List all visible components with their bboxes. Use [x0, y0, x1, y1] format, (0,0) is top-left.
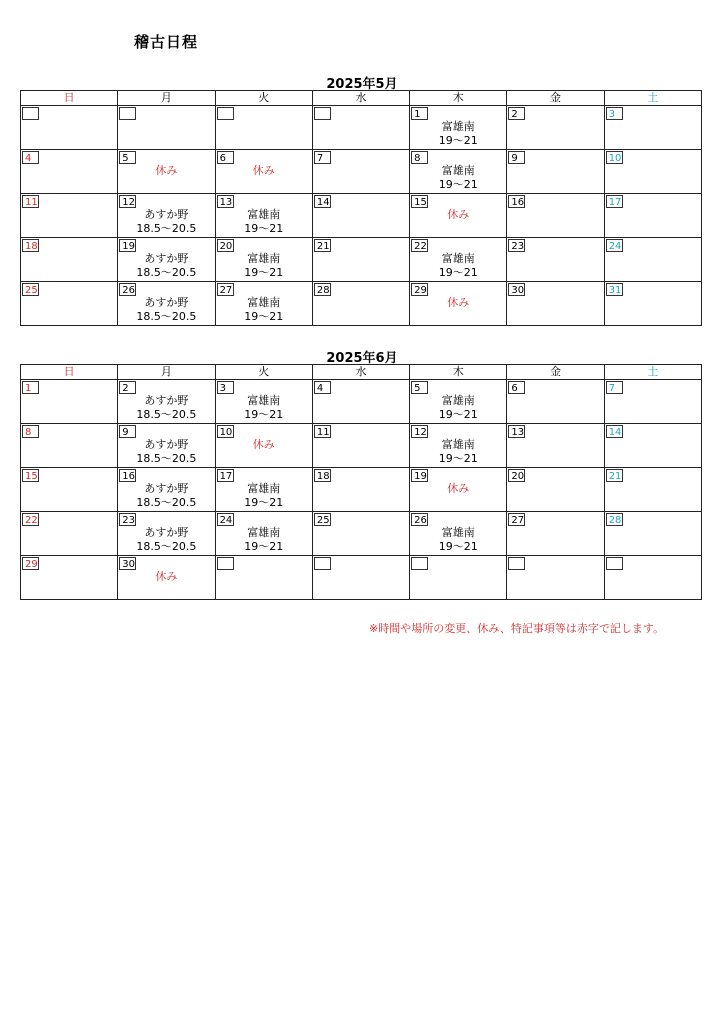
- day-cell: [118, 512, 215, 556]
- venue-label: 富雄南: [441, 164, 475, 177]
- day-number: 3: [606, 107, 623, 120]
- day-cell: [604, 556, 701, 600]
- session-info: [118, 438, 214, 466]
- session-info: [410, 252, 506, 280]
- week-row: [21, 380, 702, 424]
- venue-label: 富雄南: [247, 252, 281, 265]
- week-row: [21, 424, 702, 468]
- session-info: [216, 482, 312, 510]
- session-info: [216, 526, 312, 554]
- venue-label: 富雄南: [441, 394, 475, 407]
- day-cell: [21, 238, 118, 282]
- day-number: [606, 557, 623, 570]
- venue-label: 富雄南: [441, 526, 475, 539]
- session-info: [118, 208, 214, 236]
- day-cell: [410, 194, 507, 238]
- holiday-label: 休み: [447, 296, 470, 309]
- day-number: 8: [411, 151, 428, 164]
- day-cell: [215, 194, 312, 238]
- day-number: 9: [119, 425, 136, 438]
- day-cell: [604, 238, 701, 282]
- day-cell: [21, 282, 118, 326]
- session-info: [118, 252, 214, 280]
- day-cell: [21, 380, 118, 424]
- day-number: 6: [508, 381, 525, 394]
- day-cell: [604, 194, 701, 238]
- day-number: 2: [508, 107, 525, 120]
- day-number: [314, 557, 331, 570]
- day-cell: [118, 468, 215, 512]
- session-info: [410, 120, 506, 148]
- session-info: [118, 570, 214, 584]
- session-info: [410, 394, 506, 422]
- time-label: 19～21: [438, 540, 478, 553]
- venue-label: あすか野: [144, 296, 189, 309]
- time-label: 19～21: [438, 178, 478, 191]
- day-number: 5: [119, 151, 136, 164]
- day-number: 22: [22, 513, 39, 526]
- day-number: 18: [314, 469, 331, 482]
- venue-label: あすか野: [144, 482, 189, 495]
- day-cell: [507, 556, 604, 600]
- week-row: [21, 106, 702, 150]
- weekday-header: 金: [507, 365, 604, 380]
- day-number: 23: [119, 513, 136, 526]
- session-info: [118, 164, 214, 178]
- day-number: 5: [411, 381, 428, 394]
- day-cell: [507, 238, 604, 282]
- day-cell: [507, 282, 604, 326]
- document-title: 稽古日程: [134, 33, 199, 51]
- day-number: [217, 107, 234, 120]
- week-row: [21, 238, 702, 282]
- day-number: 29: [411, 283, 428, 296]
- time-label: 19～21: [244, 408, 284, 421]
- venue-label: 富雄南: [247, 208, 281, 221]
- holiday-label: 休み: [252, 438, 275, 451]
- day-number: [119, 107, 136, 120]
- day-cell: [312, 150, 409, 194]
- weekday-header: 水: [312, 365, 409, 380]
- day-number: 31: [606, 283, 623, 296]
- day-cell: [118, 150, 215, 194]
- day-number: 22: [411, 239, 428, 252]
- day-number: 13: [217, 195, 234, 208]
- day-number: 15: [411, 195, 428, 208]
- day-number: 10: [217, 425, 234, 438]
- day-cell: [312, 380, 409, 424]
- time-label: 18.5～20.5: [136, 408, 197, 421]
- day-cell: [507, 380, 604, 424]
- day-number: 14: [314, 195, 331, 208]
- session-info: [216, 208, 312, 236]
- venue-label: あすか野: [144, 438, 189, 451]
- day-cell: [21, 512, 118, 556]
- day-number: 25: [22, 283, 39, 296]
- day-number: 20: [508, 469, 525, 482]
- week-row: [21, 468, 702, 512]
- venue-label: あすか野: [144, 394, 189, 407]
- weekday-header: 土: [604, 365, 701, 380]
- day-number: 18: [22, 239, 39, 252]
- holiday-label: 休み: [155, 570, 178, 583]
- day-cell: [507, 150, 604, 194]
- day-cell: [604, 424, 701, 468]
- time-label: 18.5～20.5: [136, 540, 197, 553]
- day-cell: [21, 556, 118, 600]
- day-cell: [507, 468, 604, 512]
- day-number: 16: [119, 469, 136, 482]
- day-cell: [410, 150, 507, 194]
- holiday-label: 休み: [252, 164, 275, 177]
- day-number: 30: [119, 557, 136, 570]
- session-info: [118, 394, 214, 422]
- time-label: 18.5～20.5: [136, 222, 197, 235]
- day-number: 26: [119, 283, 136, 296]
- day-number: 30: [508, 283, 525, 296]
- day-cell: [507, 512, 604, 556]
- venue-label: 富雄南: [247, 482, 281, 495]
- day-cell: [410, 238, 507, 282]
- week-row: [21, 150, 702, 194]
- day-number: 11: [314, 425, 331, 438]
- day-number: 4: [314, 381, 331, 394]
- day-number: 13: [508, 425, 525, 438]
- session-info: [216, 252, 312, 280]
- time-label: 18.5～20.5: [136, 496, 197, 509]
- day-number: 28: [314, 283, 331, 296]
- day-cell: [215, 424, 312, 468]
- time-label: 19～21: [438, 134, 478, 147]
- day-number: 19: [119, 239, 136, 252]
- day-cell: [118, 194, 215, 238]
- day-cell: [604, 380, 701, 424]
- day-cell: [118, 380, 215, 424]
- week-row: [21, 512, 702, 556]
- venue-label: あすか野: [144, 526, 189, 539]
- day-cell: [410, 424, 507, 468]
- time-label: 18.5～20.5: [136, 310, 197, 323]
- day-number: 12: [411, 425, 428, 438]
- weekday-header: 水: [312, 91, 409, 106]
- day-number: 14: [606, 425, 623, 438]
- weekday-header: 日: [21, 91, 118, 106]
- day-cell: [312, 468, 409, 512]
- session-info: [118, 482, 214, 510]
- session-info: [216, 394, 312, 422]
- day-cell: [118, 424, 215, 468]
- venue-label: あすか野: [144, 252, 189, 265]
- day-number: 4: [22, 151, 39, 164]
- day-number: 7: [606, 381, 623, 394]
- day-cell: [507, 106, 604, 150]
- session-info: [216, 438, 312, 452]
- weekday-header-row: [21, 91, 702, 106]
- day-number: 24: [606, 239, 623, 252]
- holiday-label: 休み: [447, 482, 470, 495]
- day-cell: [312, 106, 409, 150]
- day-number: 28: [606, 513, 623, 526]
- month-title-may: 2025年5月: [326, 77, 398, 92]
- day-cell: [118, 106, 215, 150]
- day-number: [508, 557, 525, 570]
- venue-label: 富雄南: [441, 120, 475, 133]
- time-label: 19～21: [438, 452, 478, 465]
- week-row: [21, 282, 702, 326]
- session-info: [410, 296, 506, 310]
- venue-label: 富雄南: [247, 296, 281, 309]
- day-number: 20: [217, 239, 234, 252]
- time-label: 19～21: [438, 266, 478, 279]
- day-number: 3: [217, 381, 234, 394]
- month-title-june: 2025年6月: [326, 351, 398, 366]
- day-number: 9: [508, 151, 525, 164]
- weekday-header: 月: [118, 91, 215, 106]
- day-cell: [410, 512, 507, 556]
- day-number: 17: [606, 195, 623, 208]
- day-cell: [604, 150, 701, 194]
- day-number: 19: [411, 469, 428, 482]
- day-number: 1: [411, 107, 428, 120]
- day-number: 1: [22, 381, 39, 394]
- day-cell: [312, 282, 409, 326]
- calendar-june: [20, 364, 702, 600]
- time-label: 18.5～20.5: [136, 452, 197, 465]
- day-cell: [312, 194, 409, 238]
- day-cell: [410, 282, 507, 326]
- day-cell: [604, 468, 701, 512]
- venue-label: 富雄南: [247, 394, 281, 407]
- day-number: [217, 557, 234, 570]
- day-number: 16: [508, 195, 525, 208]
- day-cell: [118, 282, 215, 326]
- calendar-may: [20, 90, 702, 326]
- holiday-label: 休み: [447, 208, 470, 221]
- weekday-header: 木: [410, 365, 507, 380]
- week-row: [21, 194, 702, 238]
- day-number: 26: [411, 513, 428, 526]
- weekday-header: 火: [215, 365, 312, 380]
- day-cell: [215, 468, 312, 512]
- day-number: 23: [508, 239, 525, 252]
- day-number: 17: [217, 469, 234, 482]
- day-cell: [215, 380, 312, 424]
- session-info: [118, 526, 214, 554]
- time-label: 19～21: [244, 540, 284, 553]
- day-cell: [312, 238, 409, 282]
- day-cell: [410, 468, 507, 512]
- day-cell: [604, 106, 701, 150]
- day-number: 7: [314, 151, 331, 164]
- day-number: 24: [217, 513, 234, 526]
- session-info: [216, 296, 312, 324]
- day-number: 25: [314, 513, 331, 526]
- weekday-header-row: [21, 365, 702, 380]
- day-cell: [21, 106, 118, 150]
- venue-label: 富雄南: [441, 438, 475, 451]
- day-cell: [215, 512, 312, 556]
- day-cell: [507, 424, 604, 468]
- day-cell: [507, 194, 604, 238]
- time-label: 19～21: [438, 408, 478, 421]
- day-cell: [21, 468, 118, 512]
- time-label: 19～21: [244, 496, 284, 509]
- time-label: 19～21: [244, 266, 284, 279]
- day-cell: [312, 556, 409, 600]
- day-cell: [21, 194, 118, 238]
- day-number: 21: [606, 469, 623, 482]
- weekday-header: 金: [507, 91, 604, 106]
- day-number: [314, 107, 331, 120]
- day-number: 11: [22, 195, 39, 208]
- day-cell: [215, 282, 312, 326]
- week-row: [21, 556, 702, 600]
- session-info: [410, 438, 506, 466]
- day-number: 10: [606, 151, 623, 164]
- time-label: 19～21: [244, 222, 284, 235]
- time-label: 18.5～20.5: [136, 266, 197, 279]
- day-number: 6: [217, 151, 234, 164]
- notice-text: ※時間や場所の変更、休み、特記事項等は赤字で記します。: [369, 622, 664, 635]
- day-number: [22, 107, 39, 120]
- day-cell: [312, 424, 409, 468]
- session-info: [118, 296, 214, 324]
- day-cell: [604, 512, 701, 556]
- day-cell: [118, 238, 215, 282]
- session-info: [410, 482, 506, 496]
- day-number: [411, 557, 428, 570]
- day-cell: [410, 106, 507, 150]
- weekday-header: 月: [118, 365, 215, 380]
- day-cell: [21, 150, 118, 194]
- day-number: 27: [217, 283, 234, 296]
- weekday-header: 日: [21, 365, 118, 380]
- day-cell: [604, 282, 701, 326]
- day-cell: [215, 150, 312, 194]
- day-cell: [410, 556, 507, 600]
- session-info: [410, 208, 506, 222]
- day-cell: [312, 512, 409, 556]
- day-cell: [118, 556, 215, 600]
- day-cell: [21, 424, 118, 468]
- venue-label: 富雄南: [247, 526, 281, 539]
- day-cell: [410, 380, 507, 424]
- venue-label: あすか野: [144, 208, 189, 221]
- day-number: 27: [508, 513, 525, 526]
- day-number: 12: [119, 195, 136, 208]
- session-info: [410, 526, 506, 554]
- day-number: 8: [22, 425, 39, 438]
- day-cell: [215, 238, 312, 282]
- weekday-header: 火: [215, 91, 312, 106]
- day-number: 15: [22, 469, 39, 482]
- weekday-header: 土: [604, 91, 701, 106]
- time-label: 19～21: [244, 310, 284, 323]
- session-info: [410, 164, 506, 192]
- holiday-label: 休み: [155, 164, 178, 177]
- venue-label: 富雄南: [441, 252, 475, 265]
- weekday-header: 木: [410, 91, 507, 106]
- day-number: 21: [314, 239, 331, 252]
- day-cell: [215, 556, 312, 600]
- day-number: 2: [119, 381, 136, 394]
- day-cell: [215, 106, 312, 150]
- session-info: [216, 164, 312, 178]
- day-number: 29: [22, 557, 39, 570]
